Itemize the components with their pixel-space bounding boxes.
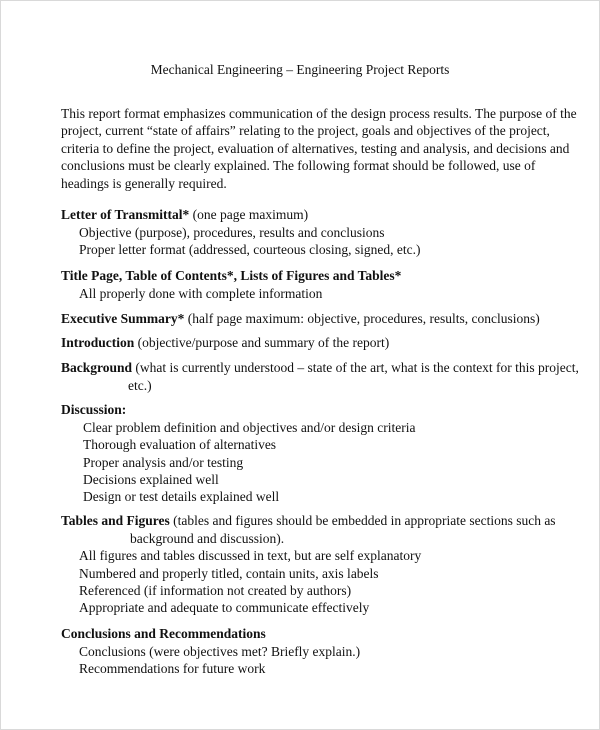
section-background (61, 359, 579, 394)
list-item: All properly done with complete information (79, 286, 323, 301)
section-heading: Background (61, 360, 133, 375)
section-heading-line (61, 625, 561, 643)
list-item: Thorough evaluation of alternatives (83, 437, 277, 453)
section-heading: Executive Summary* (61, 311, 185, 326)
section-note: (objective/purpose and summary of the report) (134, 335, 390, 350)
intro-line: headings is generally required. (61, 175, 227, 191)
section-note: (tables and figures should be embedded in appropriate sections such as (169, 513, 556, 528)
section-heading: Introduction (61, 335, 135, 350)
section-note: (one page maximum) (189, 207, 309, 222)
section-conclusions-and-recommendations (61, 625, 561, 678)
section-executive-summary (61, 310, 561, 328)
intro-line: This report format emphasizes communication of the design process results. The purpose of the (61, 106, 577, 121)
list-item: Objective (purpose), procedures, results and conclusions (79, 225, 385, 240)
section-introduction (61, 334, 561, 352)
section-heading-line (61, 359, 579, 377)
list-item: Referenced (if information not created by authors) (79, 582, 352, 598)
section-heading: Letter of Transmittal* (61, 207, 190, 222)
section-heading-line (61, 206, 561, 224)
intro-line: conclusions must be clearly explained. The following format should be followed, use of (61, 158, 536, 174)
list-item: Decisions explained well (83, 471, 219, 487)
section-heading-line (61, 512, 561, 530)
list-item: All figures and tables discussed in text, but are self explanatory (79, 548, 422, 564)
section-title-page (61, 267, 561, 302)
intro-line: criteria to define the project, evaluation of alternatives, testing and analysis, and decisions and (61, 140, 570, 156)
section-note: (what is currently understood – state of the art, what is the context for this project, (132, 360, 579, 375)
list-item: Proper letter format (addressed, courteous closing, signed, etc.) (79, 242, 421, 258)
list-item: Proper analysis and/or testing (83, 454, 244, 470)
section-heading-line (61, 401, 561, 419)
section-heading: Tables and Figures (61, 513, 170, 528)
section-heading-line (61, 267, 561, 285)
section-discussion (61, 401, 561, 505)
section-heading-line (61, 334, 561, 352)
intro-paragraph (61, 105, 577, 192)
continuation-line: etc.) (128, 378, 152, 393)
list-item: Conclusions (were objectives met? Briefly explain.) (79, 644, 361, 659)
section-heading: Conclusions and Recommendations (61, 626, 266, 641)
list-item: Clear problem definition and objectives and/or design criteria (83, 420, 416, 435)
section-letter-of-transmittal (61, 206, 561, 259)
section-note: (half page maximum: objective, procedures, results, conclusions) (184, 311, 540, 326)
continuation-line: background and discussion). (130, 531, 285, 546)
list-item: Numbered and properly titled, contain units, axis labels (79, 565, 379, 581)
section-heading: Title Page, Table of Contents*, Lists of Figures and Tables* (61, 268, 402, 283)
section-heading-line (61, 310, 561, 328)
section-heading: Discussion: (61, 402, 127, 417)
list-item: Recommendations for future work (79, 661, 266, 677)
document-title: Mechanical Engineering – Engineering Project Reports (150, 62, 450, 77)
list-item: Design or test details explained well (83, 489, 280, 505)
list-item: Appropriate and adequate to communicate effectively (79, 600, 370, 616)
intro-line: project, current “state of affairs” relating to the project, goals and objectives of the project, (61, 123, 550, 139)
section-tables-and-figures (61, 512, 561, 616)
